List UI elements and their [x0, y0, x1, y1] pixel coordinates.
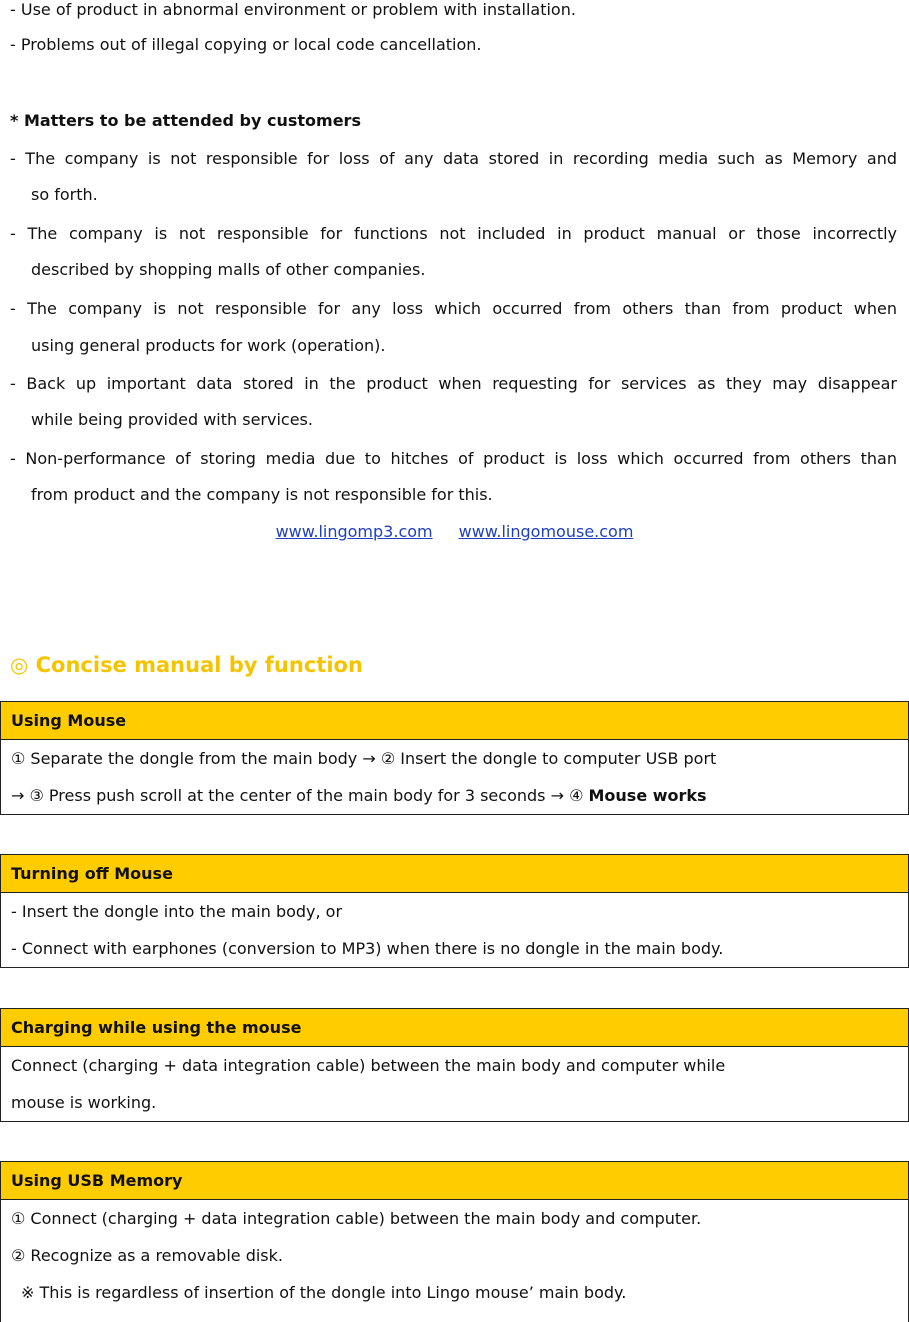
matters-item-continuation: described by shopping malls of other companies.	[31, 260, 426, 279]
usb-memory-box	[0, 1161, 909, 1322]
matters-item-line: - Back up important data stored in the product when requesting for services as they may disappear	[10, 374, 897, 393]
matters-item-continuation: using general products for work (operation).	[31, 336, 386, 355]
matters-item-continuation: from product and the company is not responsible for this.	[31, 485, 493, 504]
box-header: Using Mouse	[1, 702, 908, 740]
box-row	[1, 777, 908, 814]
matters-item-continuation: while being provided with services.	[31, 410, 313, 429]
box-row: - Insert the dongle into the main body, or	[11, 902, 343, 921]
box-row: ② Recognize as a removable disk.	[11, 1246, 283, 1265]
turning-off-box	[0, 854, 909, 968]
matters-item-line: - The company is not responsible for functions not included in product manual or those incorrectly	[10, 224, 897, 243]
text-line: - Problems out of illegal copying or local code cancellation.	[10, 35, 482, 54]
box-row: Connect (charging + data integration cable) between the main body and computer while	[11, 1056, 726, 1075]
mouse-works-emphasis: Mouse works	[588, 786, 707, 805]
matters-item-line: - The company is not responsible for any loss which occurred from others than from product when	[10, 299, 897, 318]
link-lingomouse[interactable]: www.lingomouse.com	[458, 522, 634, 541]
box-row-text: → ③ Press push scroll at the center of the main body for 3 seconds → ④	[11, 786, 589, 805]
matters-heading: * Matters to be attended by customers	[10, 111, 361, 130]
using-mouse-box	[0, 701, 909, 815]
box-header: Using USB Memory	[1, 1162, 908, 1200]
website-links	[0, 522, 909, 542]
box-row: ① Separate the dongle from the main body → ② Insert the dongle to computer USB port	[11, 749, 717, 768]
box-header: Charging while using the mouse	[1, 1009, 908, 1047]
section-title: ◎ Concise manual by function	[10, 653, 363, 677]
matters-item-line: - Non-performance of storing media due to hitches of product is loss which occurred from others than	[10, 449, 897, 468]
box-row: - Connect with earphones (conversion to MP3) when there is no dongle in the main body.	[11, 939, 724, 958]
matters-item-continuation: so forth.	[31, 185, 98, 204]
matters-item-line: - The company is not responsible for loss of any data stored in recording media such as Memory and	[10, 149, 897, 168]
link-lingomp3[interactable]: www.lingomp3.com	[275, 522, 433, 541]
box-row-note: ※ This is regardless of insertion of the dongle into Lingo mouse’ main body.	[21, 1283, 627, 1302]
charging-box	[0, 1008, 909, 1122]
box-header: Turning off Mouse	[1, 855, 908, 893]
text-line: - Use of product in abnormal environment or problem with installation.	[10, 0, 576, 19]
box-row: ① Connect (charging + data integration cable) between the main body and computer.	[11, 1209, 702, 1228]
box-row: mouse is working.	[11, 1093, 157, 1112]
